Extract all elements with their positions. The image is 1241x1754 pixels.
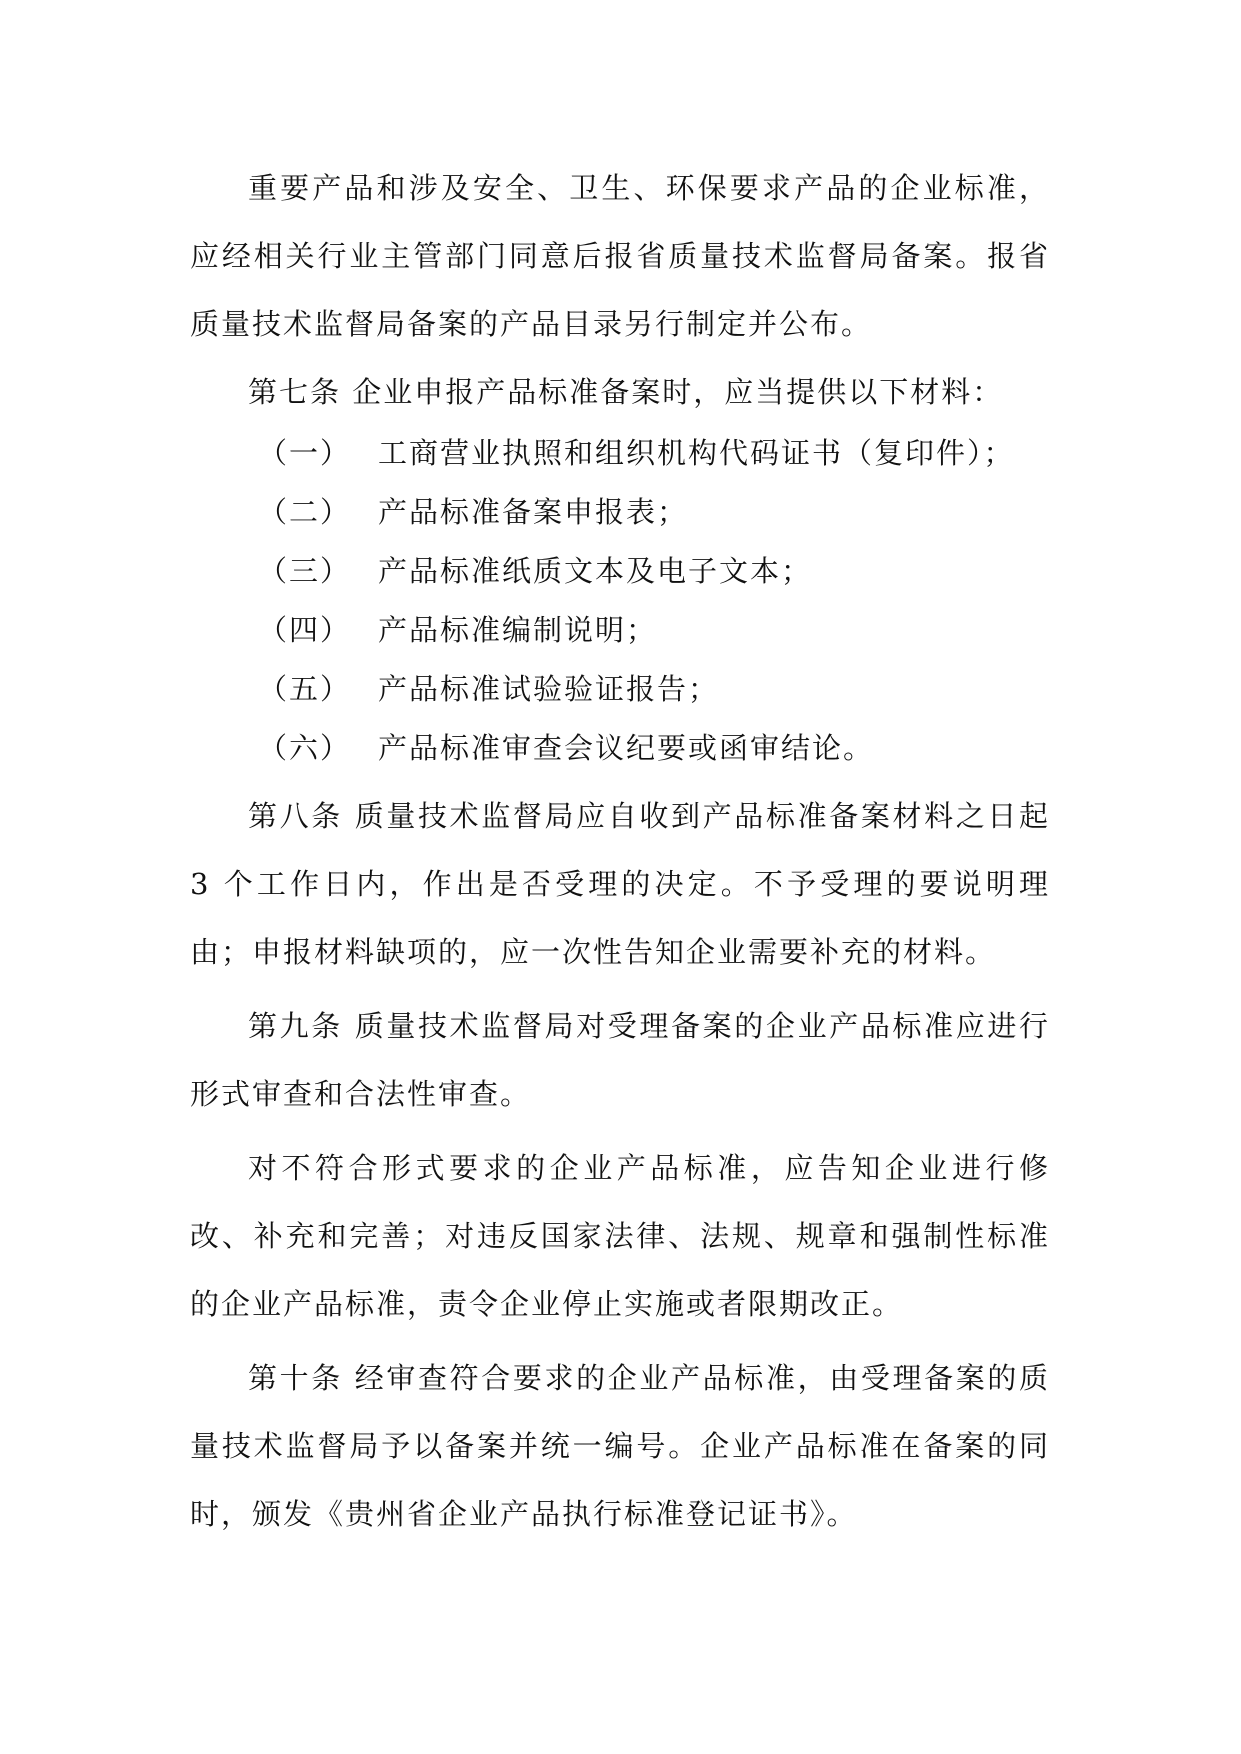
article-8: 第八条 质量技术监督局应自收到产品标准备案材料之日起 3 个工作日内，作出是否受理的决定。不予受理的要说明理由；申报材料缺项的，应一次性告知企业需要补充的材料。 <box>190 799 1050 969</box>
list-item-text: 产品标准编制说明； <box>378 613 658 647</box>
list-item-text: 产品标准审查会议纪要或函审结论。 <box>378 731 875 765</box>
paragraph-important-products: 重要产品和涉及安全、卫生、环保要求产品的企业标准，应经相关行业主管部门同意后报省质量技术监督局备案。报省质量技术监督局备案的产品目录另行制定并公布。 <box>190 171 1050 341</box>
list-item-number: （二） <box>258 495 352 529</box>
article-7-heading: 第七条 企业申报产品标准备案时，应当提供以下材料： <box>248 375 1004 409</box>
list-item-number: （六） <box>258 731 352 765</box>
list-item-number: （三） <box>258 554 352 588</box>
list-item-number: （一） <box>258 436 352 470</box>
list-item <box>190 542 1050 601</box>
list-item <box>190 424 1050 483</box>
list-item <box>190 483 1050 542</box>
list-item-text: 工商营业执照和组织机构代码证书（复印件）； <box>378 436 1015 470</box>
article-10: 第十条 经审查符合要求的企业产品标准，由受理备案的质量技术监督局予以备案并统一编号。企业产品标准在备案的同时，颁发《贵州省企业产品执行标准登记证书》。 <box>190 1361 1050 1531</box>
materials-list <box>190 424 1050 778</box>
list-item-number: （五） <box>258 672 352 706</box>
list-item-text: 产品标准备案申报表； <box>378 495 689 529</box>
list-item-number: （四） <box>258 613 352 647</box>
list-item-text: 产品标准试验验证报告； <box>378 672 720 706</box>
list-item <box>190 719 1050 778</box>
article-9: 第九条 质量技术监督局对受理备案的企业产品标准应进行形式审查和合法性审查。 <box>190 1009 1050 1111</box>
list-item <box>190 601 1050 660</box>
list-item <box>190 660 1050 719</box>
document-body <box>190 154 1050 1548</box>
list-item-text: 产品标准纸质文本及电子文本； <box>378 554 813 588</box>
paragraph-noncompliance: 对不符合形式要求的企业产品标准，应告知企业进行修改、补充和完善；对违反国家法律、法规、规章和强制性标准的企业产品标准，责令企业停止实施或者限期改正。 <box>190 1151 1050 1321</box>
